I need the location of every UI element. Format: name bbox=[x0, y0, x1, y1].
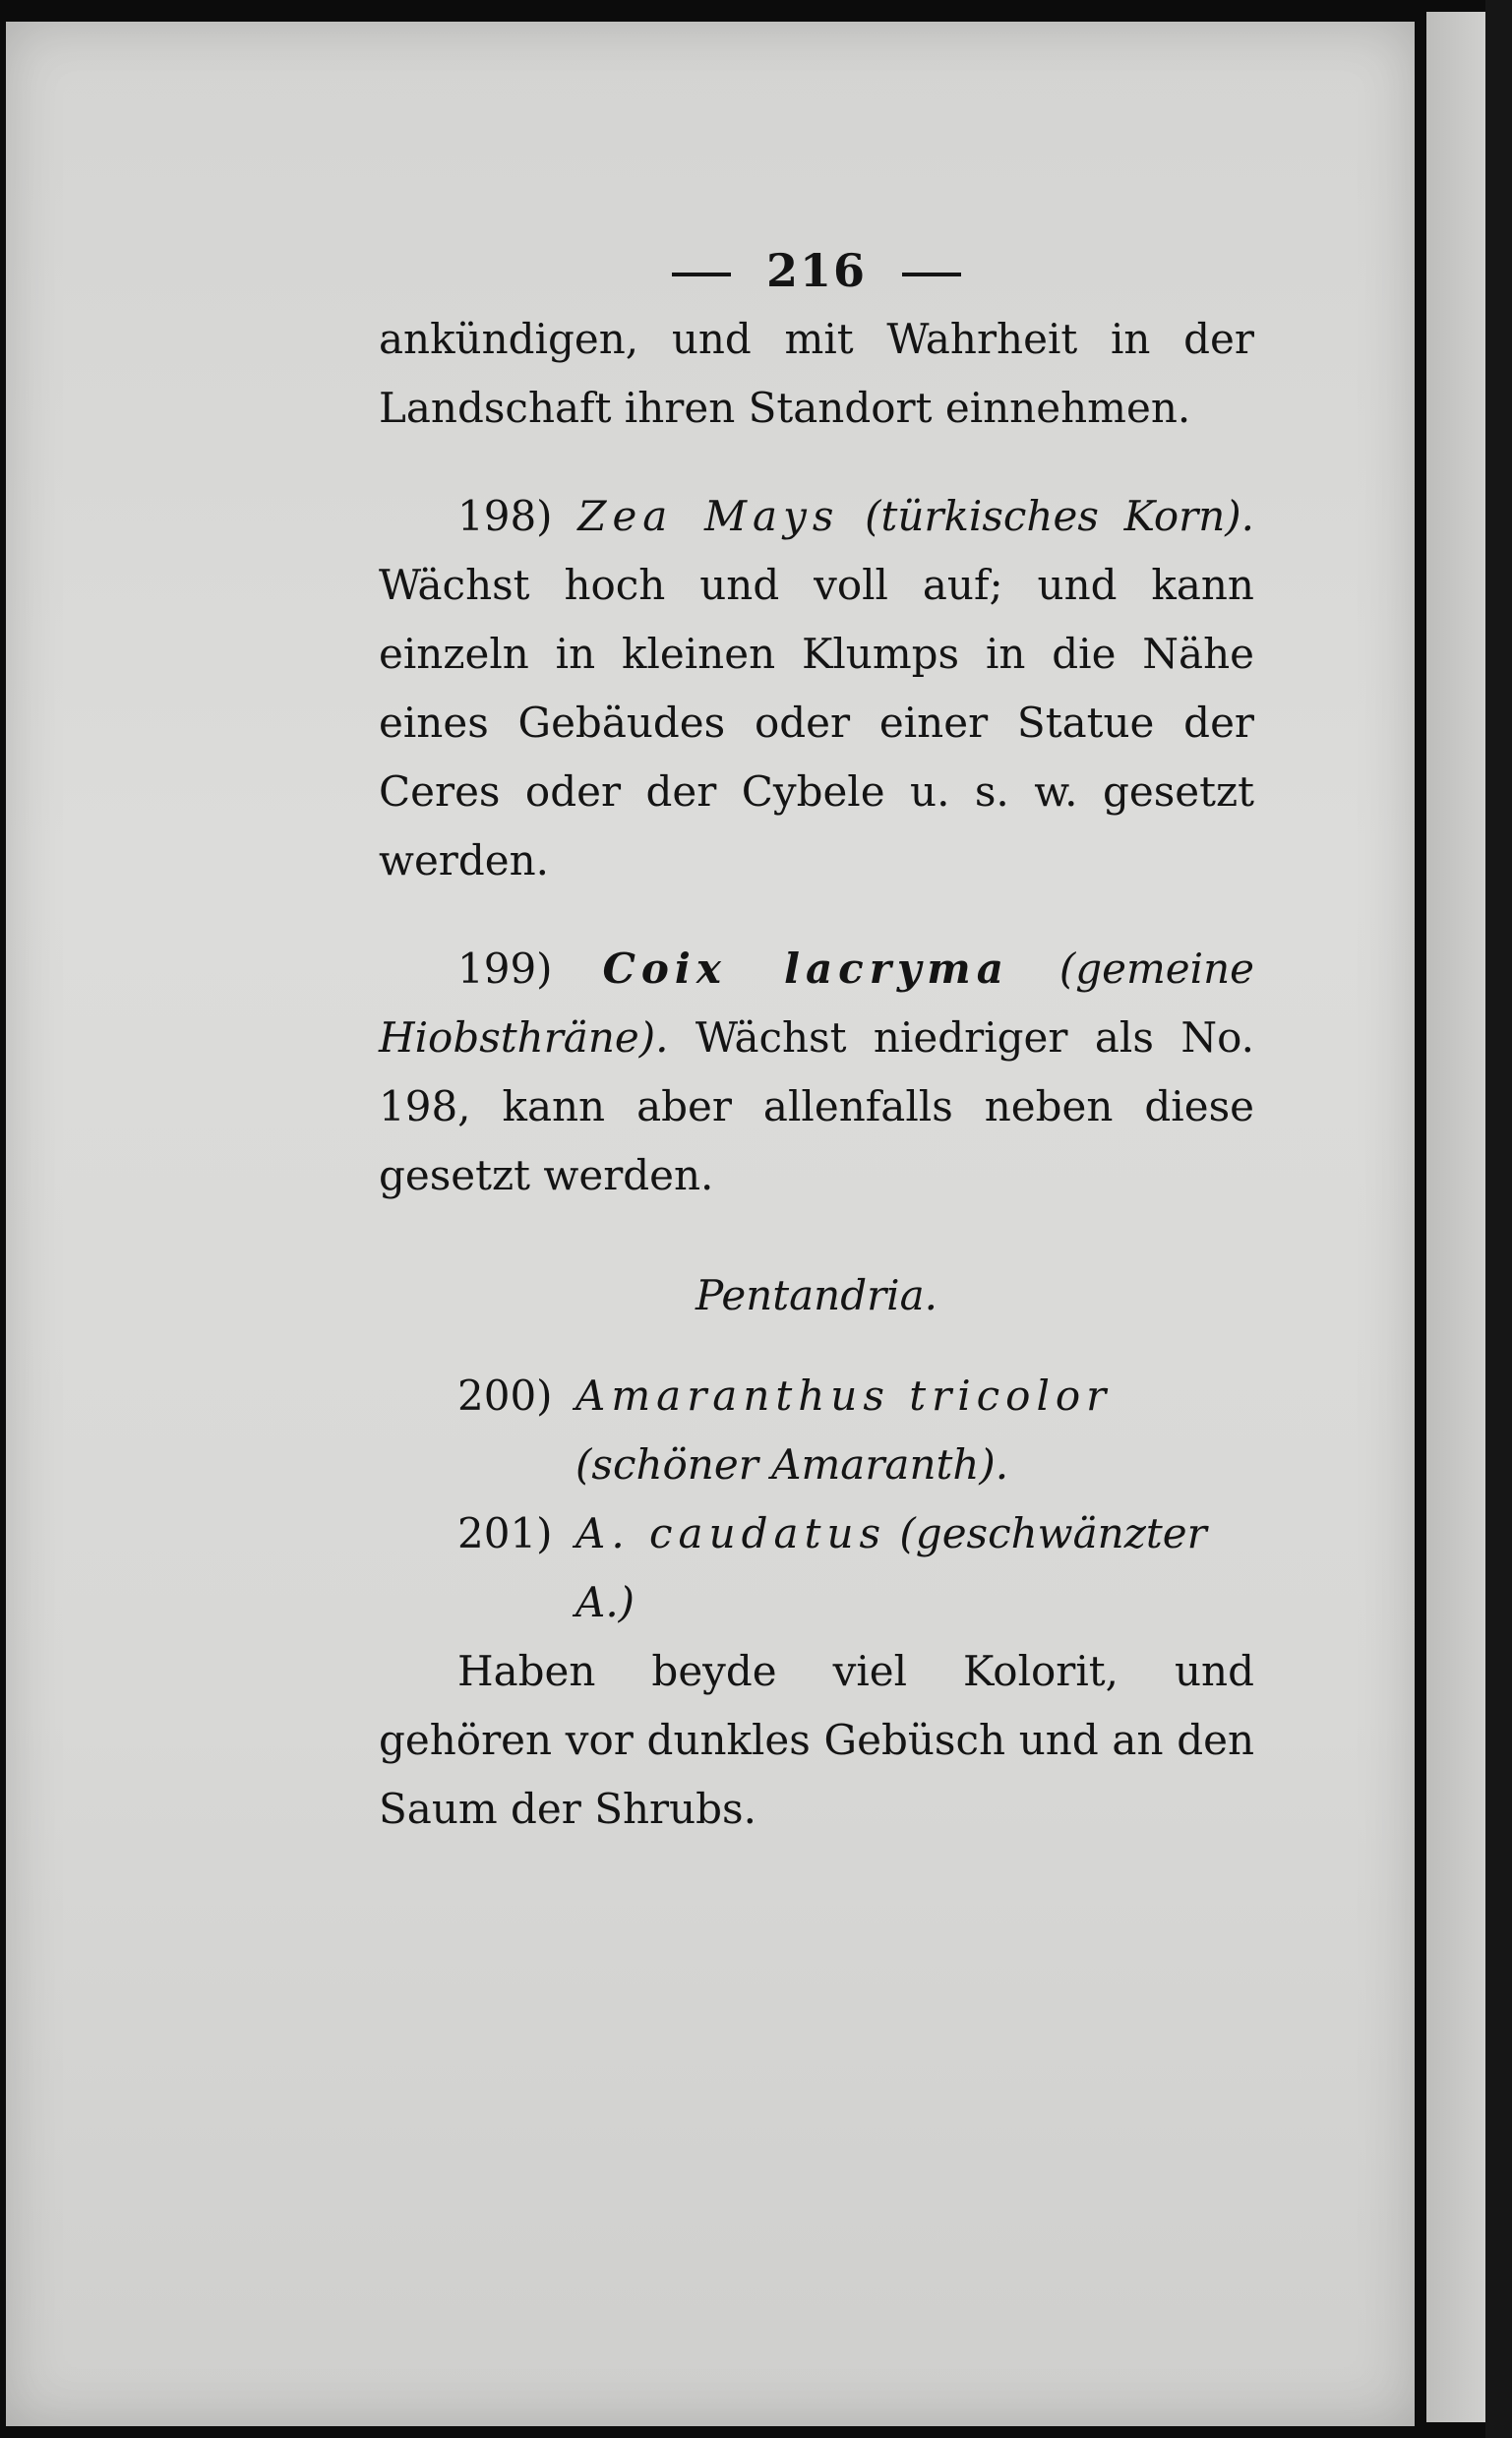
entry-200 bbox=[379, 1362, 1254, 1499]
botanical-name: A. caudatus bbox=[575, 1509, 887, 1557]
page-number: 216 bbox=[765, 244, 868, 297]
entry-body bbox=[575, 1499, 1254, 1637]
header-dash-left bbox=[672, 273, 731, 276]
entry-198 bbox=[379, 482, 1254, 895]
entry-201 bbox=[379, 1499, 1254, 1637]
adjacent-page-edge bbox=[1426, 12, 1485, 2422]
common-name: (gemeine Hiobsthräne). bbox=[379, 945, 1254, 1062]
scan-border bbox=[1485, 0, 1512, 2438]
entry-number: 198) bbox=[457, 492, 553, 540]
botanical-name: Amaranthus tricolor bbox=[575, 1371, 1113, 1420]
entry-description: Wächst hoch und voll auf; und kann einzeln in kleinen Klumps in die Nähe eines Gebäudes oder einer Statue der Ceres oder der Cybele u. s. w. gesetzt werden. bbox=[379, 561, 1254, 884]
entry-number: 199) bbox=[457, 945, 553, 993]
spacer bbox=[379, 895, 1254, 935]
page-header bbox=[379, 236, 1254, 297]
entry-number: 201) bbox=[457, 1509, 553, 1557]
section-heading: Pentandria. bbox=[695, 1271, 938, 1319]
common-name: (schöner Amaranth). bbox=[575, 1440, 1009, 1489]
closing-paragraph: Haben beyde viel Kolorit, und gehören vor dunkles Gebüsch und an den Saum der Shrubs. bbox=[379, 1647, 1254, 1833]
page-text bbox=[379, 236, 1254, 1844]
entry-description: Wächst niedriger als No. 198, kann aber allenfalls neben diese gesetzt werden. bbox=[379, 1013, 1254, 1199]
paragraph-continuation: ankündigen, und mit Wahrheit in der Landschaft ihren Standort einnehmen. bbox=[379, 315, 1254, 432]
botanical-name: Zea Mays bbox=[577, 492, 840, 540]
header-dash-right bbox=[902, 273, 961, 276]
spacer bbox=[379, 443, 1254, 482]
common-name: (türkisches Korn). bbox=[865, 492, 1254, 540]
entry-199 bbox=[379, 935, 1254, 1210]
common-name: (geschwänzter A.) bbox=[575, 1509, 1207, 1626]
entry-number: 200) bbox=[457, 1371, 553, 1420]
entry-body bbox=[575, 1362, 1254, 1499]
botanical-name: Coix lacryma bbox=[602, 945, 1009, 993]
